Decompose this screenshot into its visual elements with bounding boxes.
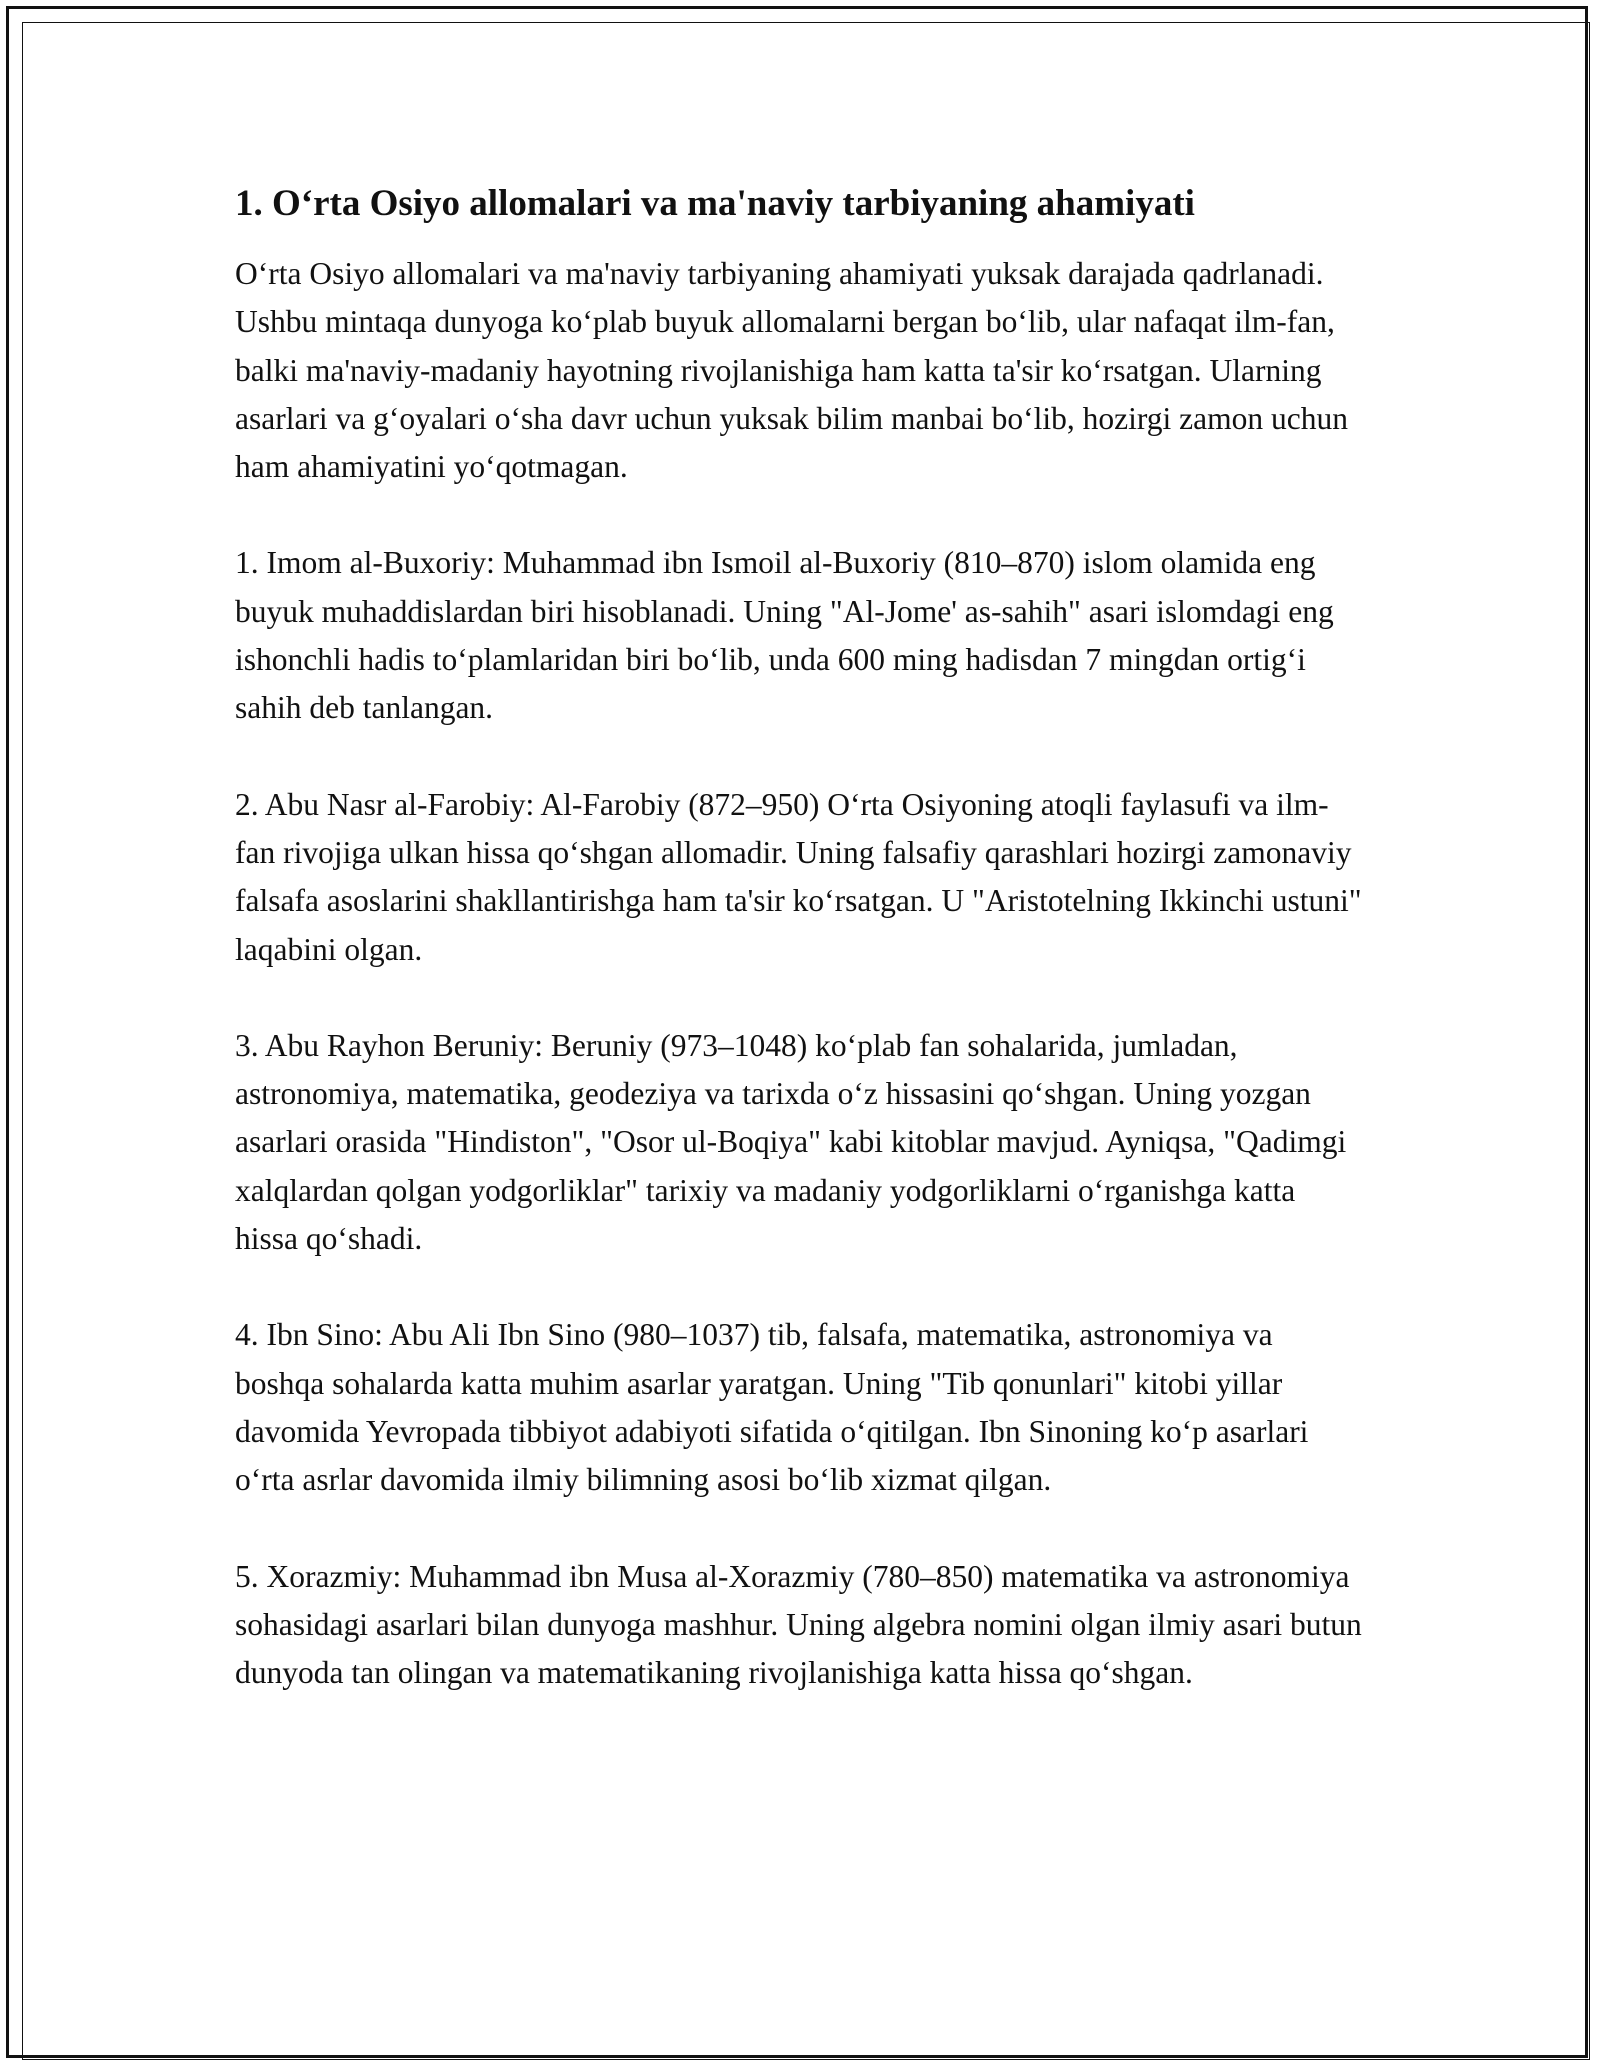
- paragraph-buxoriy: 1. Imom al-Buxoriy: Muhammad ibn Ismoil al-Buxoriy (810–870) islom olamida eng buyuk muhaddislardan biri hisoblanadi. Uning "Al-Jome' as-sahih" asari islomdagi eng ishonchli hadis to‘plamlaridan biri bo‘lib, unda 600 ming hadisdan 7 mingdan ortig‘i sahih deb tanlangan.: [235, 545, 1334, 726]
- paragraph-beruniy: 3. Abu Rayhon Beruniy: Beruniy (973–1048) ko‘plab fan sohalarida, jumladan, astronomiya, matematika, geodeziya va tarixda o‘z hissasini qo‘shgan. Uning yozgan asarlari orasida "Hindiston", "Osor ul-Boqiya" kabi kitoblar mavjud. Ayniqsa, "Qadimgi xalqlardan qolgan yodgorliklar" tarixiy va madaniy yodgorliklarni o‘rganishga katta hissa qo‘shadi.: [235, 1027, 1347, 1257]
- document-body: [235, 180, 1365, 1745]
- paragraph-ibn-sino: 4. Ibn Sino: Abu Ali Ibn Sino (980–1037) tib, falsafa, matematika, astronomiya va boshqa sohalarda katta muhim asarlar yaratgan. Uning "Tib qonunlari" kitobi yillar davomida Yevropada tibbiyot adabiyoti sifatida o‘qitilgan. Ibn Sinoning ko‘p asarlari o‘rta asrlar davomida ilmiy bilimning asosi bo‘lib xizmat qilgan.: [235, 1317, 1309, 1498]
- document-title: 1. O‘rta Osiyo allomalari va ma'naviy tarbiyaning ahamiyati: [235, 183, 1195, 224]
- paragraph-farobiy: 2. Abu Nasr al-Farobiy: Al-Farobiy (872–950) O‘rta Osiyoning atoqli faylasufi va ilm-fan rivojiga ulkan hissa qo‘shgan allomadir. Uning falsafiy qarashlari hozirgi zamonaviy falsafa asoslarini shakllantirishga ham ta'sir ko‘rsatgan. U "Aristotelning Ikkinchi ustuni" laqabini olgan.: [235, 786, 1362, 967]
- paragraph-xorazmiy: 5. Xorazmiy: Muhammad ibn Musa al-Xorazmiy (780–850) matematika va astronomiya sohasidagi asarlari bilan dunyoga mashhur. Uning algebra nomini olgan ilmiy asari butun dunyoda tan olingan va matematikaning rivojlanishiga katta hissa qo‘shgan.: [235, 1558, 1362, 1691]
- intro-paragraph: O‘rta Osiyo allomalari va ma'naviy tarbiyaning ahamiyati yuksak darajada qadrlanadi. Ushbu mintaqa dunyoga ko‘plab buyuk allomalarni bergan bo‘lib, ular nafaqat ilm-fan, balki ma'naviy-madaniy hayotning rivojlanishiga ham katta ta'sir ko‘rsatgan. Ularning asarlari va g‘oyalari o‘sha davr uchun yuksak bilim manbai bo‘lib, hozirgi zamon uchun ham ahamiyatini yo‘qotmagan.: [235, 256, 1348, 485]
